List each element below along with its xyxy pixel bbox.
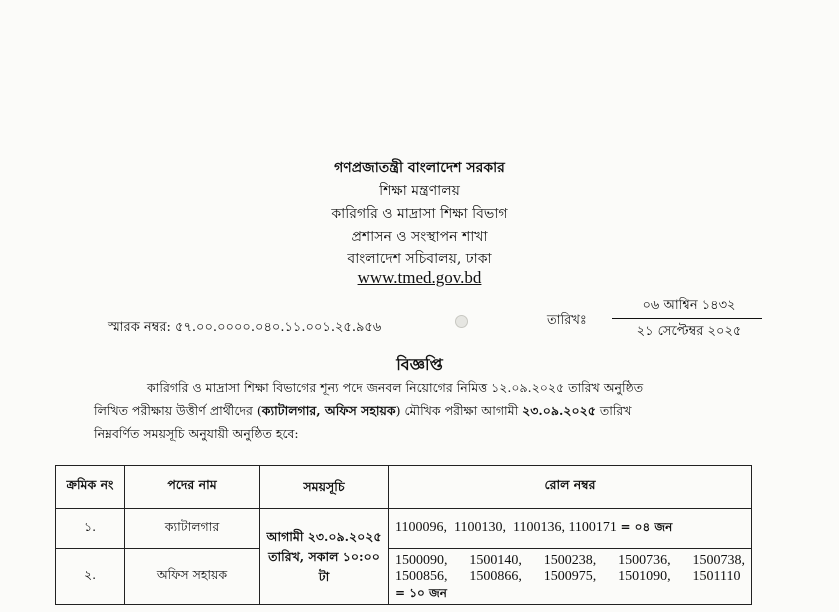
row-1-serial: ১.: [56, 509, 125, 549]
header-schedule: সময়সূচি: [260, 466, 389, 509]
header-roll: রোল নম্বর: [389, 466, 752, 509]
website-link-wrap: [0, 268, 839, 288]
govt-name: গণপ্রজাতন্ত্রী বাংলাদেশ সরকার: [334, 160, 505, 176]
ministry-name: শিক্ষা মন্ত্রণালয়: [379, 183, 460, 199]
punch-hole-mark: [455, 315, 468, 328]
row-1-rolls: 1100096, 1100130, 1100136, 1100171 = ০৪ জন: [389, 509, 752, 549]
date-divider: [612, 318, 762, 319]
posts-bold: ক্যাটালগার, অফিস সহায়ক: [261, 403, 396, 418]
branch-name: প্রশাসন ও সংস্থাপন শাখা: [351, 229, 488, 245]
schedule-cell: আগামী ২৩.০৯.২০২৫ তারিখ, সকাল ১০:০০ টা: [260, 509, 389, 605]
table-header-row: [56, 466, 752, 509]
row-1-post: ক্যাটালগার: [125, 509, 260, 549]
division-name: কারিগরি ও মাদ্রাসা শিক্ষা বিভাগ: [331, 206, 508, 222]
memo-number: স্মারক নম্বর: ৫৭.০০.০০০০.০৪০.১১.০০১.২৫.৯৫৬: [108, 320, 382, 335]
notice-title: বিজ্ঞপ্তি: [396, 355, 443, 374]
notice-line-1: কারিগরি ও মাদ্রাসা শিক্ষা বিভাগের শূন্য পদে জনবল নিয়োগের নিমিত্ত ১২.০৯.২০২৫ তারিখ অনুষ্ঠিত: [147, 380, 644, 395]
row-2-serial: ২.: [56, 549, 125, 605]
office-address: বাংলাদেশ সচিবালয়, ঢাকা: [347, 251, 492, 267]
row-2-rolls: 1500090, 1500140, 1500238, 1500736, 1500738, 1500856, 1500866, 1500975, 1501090, 1501110 = ১০ জন: [389, 549, 752, 605]
table-row: [56, 509, 752, 549]
schedule-table: [55, 465, 752, 605]
notice-line-3: নিম্নবর্ণিত সময়সূচি অনুযায়ী অনুষ্ঠিত হবে:: [94, 426, 299, 441]
date-label: তারিখঃ: [547, 313, 587, 328]
website-link[interactable]: www.tmed.gov.bd: [357, 268, 482, 287]
header-serial: ক্রমিক নং: [56, 466, 125, 509]
notice-line-2: লিখিত পরীক্ষায় উত্তীর্ণ প্রার্থীদের (ক্যাটালগার, অফিস সহায়ক) মৌখিক পরীক্ষা আগামী ২৩.০৯.২০২৫ তারিখ: [94, 403, 632, 418]
viva-date-bold: ২৩.০৯.২০২৫: [522, 403, 596, 418]
row-2-count: = ১০ জন: [395, 585, 447, 600]
row-2-post: অফিস সহায়ক: [125, 549, 260, 605]
date-bangla: ০৬ আশ্বিন ১৪৩২: [642, 298, 736, 313]
table-row: [56, 549, 752, 605]
date-gregorian: ২১ সেপ্টেম্বর ২০২৫: [636, 324, 742, 339]
header-post: পদের নাম: [125, 466, 260, 509]
row-1-count: = ০৪ জন: [620, 519, 673, 534]
